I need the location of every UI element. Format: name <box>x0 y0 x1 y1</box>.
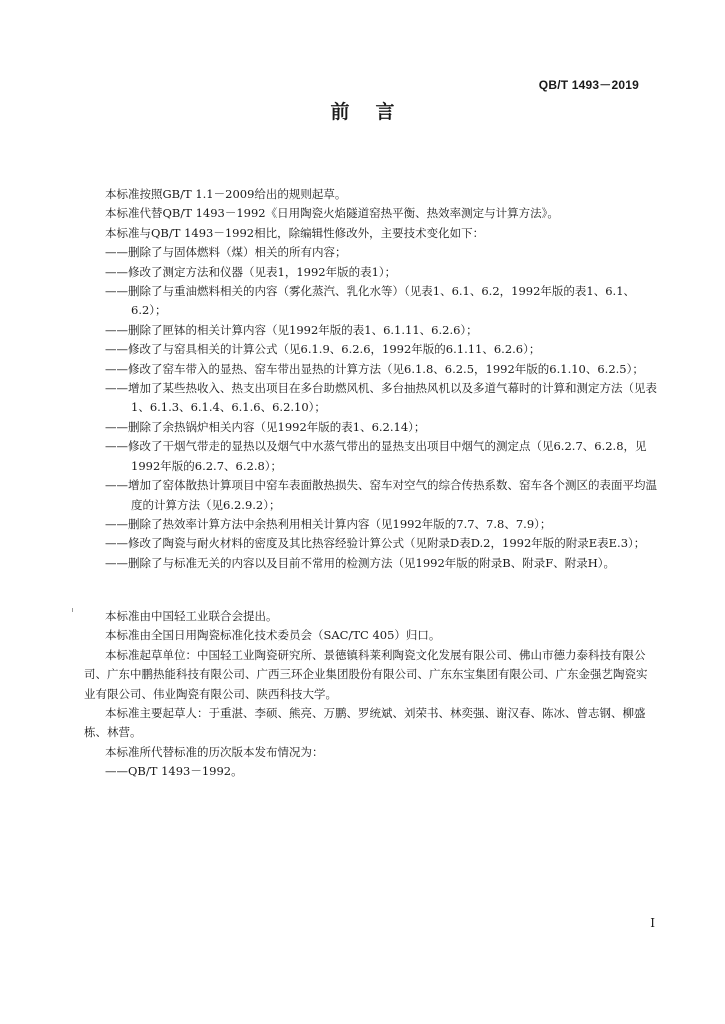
change-item: ——修改了与窑具相关的计算公式（见6.1.9、6.2.6，1992年版的6.1.11、6.2.6）； <box>105 342 541 357</box>
proposed-by: 本标准由中国轻工业联合会提出。 <box>105 609 278 623</box>
intro-changes-lead: 本标准与QB/T 1493－1992相比，除编辑性修改外，主要技术变化如下： <box>105 225 485 240</box>
page-number: I <box>650 916 655 930</box>
change-item: ——删除了与标准无关的内容以及目前不常用的检测方法（见1992年版的附录B、附录F、附录H）。 <box>105 555 615 570</box>
change-item: ——修改了测定方法和仪器（见表1，1992年版的表1）； <box>105 264 397 279</box>
change-item: ——删除了与重油燃料相关的内容（雾化蒸汽、乳化水等）（见表1、6.1、6.2，1992年版的表1、6.1、6.2）； <box>105 284 636 318</box>
intro-replaces: 本标准代替QB/T 1493－1992《日用陶瓷火焰隧道窑热平衡、热效率测定与计算方法》。 <box>105 206 559 221</box>
margin-mark <box>72 608 73 612</box>
change-item: ——修改了干烟气带走的显热以及烟气中水蒸气带出的显热支出项目中烟气的测定点（见6.2.7、6.2.8，见1992年版的6.2.7、6.2.8）； <box>105 439 647 473</box>
page-title: 前言 <box>330 101 421 123</box>
change-item: ——删除了匣钵的相关计算内容（见1992年版的表1、6.1.11、6.2.6）； <box>105 322 478 337</box>
change-item: ——增加了窑体散热计算项目中窑车表面散热损失、窑车对空气的综合传热系数、窑车各个测区的表面平均温度的计算方法（见6.2.9.2）； <box>105 478 657 512</box>
history-lead: 本标准所代替标准的历次版本发布情况为： <box>105 744 324 759</box>
main-drafters: 本标准主要起草人：于重湛、李硕、熊亮、万鹏、罗统斌、刘荣书、林奕强、谢汉春、陈冰、曾志钢、柳盛栋、林营。 <box>84 706 646 740</box>
drafting-units: 本标准起草单位：中国轻工业陶瓷研究所、景德镇科莱利陶瓷文化发展有限公司、佛山市德力泰科技有限公司、广东中鹏热能科技有限公司、广西三环企业集团股份有限公司、广东东宝集团有限公司、广东金强艺陶瓷实业有限公司、伟业陶瓷有限公司、陕西科技大学。 <box>84 647 648 701</box>
standard-code: QB/T 1493－2019 <box>538 78 639 92</box>
preface-body <box>84 185 658 573</box>
history-item: ——QB/T 1493－1992。 <box>105 764 243 779</box>
change-item: ——删除了热效率计算方法中余热利用相关计算内容（见1992年版的7.7、7.8、7.9）； <box>105 516 552 531</box>
change-item: ——修改了陶瓷与耐火材料的密度及其比热容经验计算公式（见附录D表D.2，1992年版的附录E表E.3）； <box>105 536 646 551</box>
intro-drafting-rules: 本标准按照GB/T 1.1－2009给出的规则起草。 <box>105 187 347 201</box>
change-item: ——增加了某些热收入、热支出项目在多台助燃风机、多台抽热风机以及多道气幕时的计算和测定方法（见表1、6.1.3、6.1.4、6.1.6、6.2.10）； <box>105 381 657 415</box>
change-item: ——修改了窑车带入的显热、窑车带出显热的计算方法（见6.1.8、6.2.5，1992年版的6.1.10、6.2.5）； <box>105 361 644 376</box>
change-item: ——删除了与固体燃料（煤）相关的所有内容； <box>105 245 347 260</box>
administered-by: 本标准由全国日用陶瓷标准化技术委员会（SAC/TC 405）归口。 <box>105 628 441 643</box>
preface-closing <box>84 607 658 782</box>
change-item: ——删除了余热锅炉相关内容（见1992年版的表1、6.2.14）； <box>105 419 426 434</box>
